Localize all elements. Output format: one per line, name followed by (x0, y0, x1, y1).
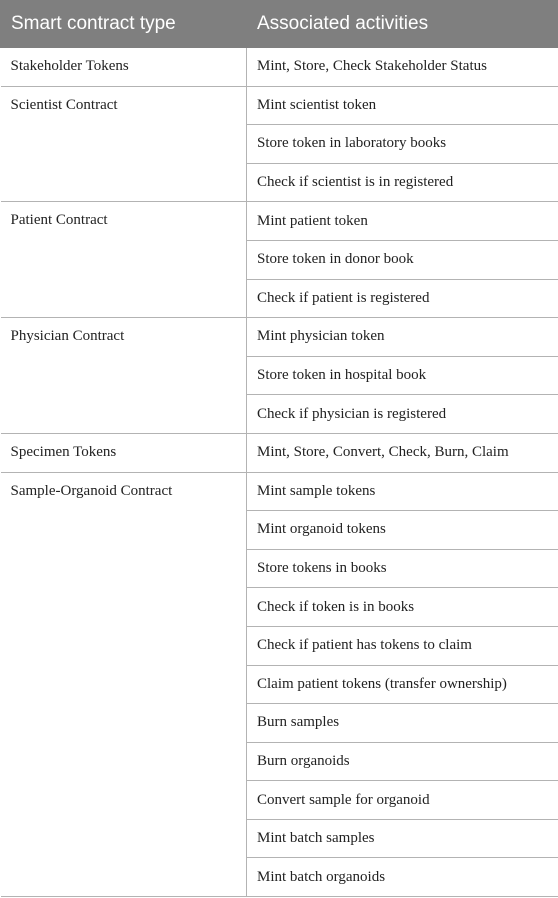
activity-cell: Claim patient tokens (transfer ownership) (247, 665, 558, 704)
contract-type-cell: Sample-Organoid Contract (1, 472, 247, 897)
contract-type-cell: Stakeholder Tokens (1, 48, 247, 87)
header-contract-type: Smart contract type (1, 1, 247, 48)
activity-cell: Check if patient has tokens to claim (247, 626, 558, 665)
table-row (1, 433, 558, 472)
header-associated-activities: Associated activities (247, 1, 558, 48)
activity-cell: Store token in laboratory books (247, 125, 558, 164)
table-row (1, 202, 558, 241)
table-row (1, 472, 558, 511)
activity-cell: Store token in hospital book (247, 356, 558, 395)
table-header (1, 1, 558, 48)
contract-type-cell: Physician Contract (1, 318, 247, 434)
activity-cell: Check if physician is registered (247, 395, 558, 434)
contract-type-cell: Specimen Tokens (1, 433, 247, 472)
table-row (1, 318, 558, 357)
activity-cell: Mint batch samples (247, 819, 558, 858)
table-row (1, 86, 558, 125)
table-body (1, 48, 558, 897)
activity-cell: Mint organoid tokens (247, 511, 558, 550)
activity-cell: Check if token is in books (247, 588, 558, 627)
activity-cell: Burn organoids (247, 742, 558, 781)
activity-cell: Convert sample for organoid (247, 781, 558, 820)
activity-cell: Mint, Store, Check Stakeholder Status (247, 48, 558, 87)
activity-cell: Check if patient is registered (247, 279, 558, 318)
activity-cell: Burn samples (247, 704, 558, 743)
activity-cell: Mint scientist token (247, 86, 558, 125)
activity-cell: Store tokens in books (247, 549, 558, 588)
activity-cell: Mint patient token (247, 202, 558, 241)
activity-cell: Check if scientist is in registered (247, 163, 558, 202)
activity-cell: Mint, Store, Convert, Check, Burn, Claim (247, 433, 558, 472)
contract-type-cell: Scientist Contract (1, 86, 247, 202)
activity-cell: Mint batch organoids (247, 858, 558, 897)
header-row (1, 1, 558, 48)
table-row (1, 48, 558, 87)
activity-cell: Mint physician token (247, 318, 558, 357)
activity-cell: Store token in donor book (247, 240, 558, 279)
activity-cell: Mint sample tokens (247, 472, 558, 511)
contract-type-cell: Patient Contract (1, 202, 247, 318)
